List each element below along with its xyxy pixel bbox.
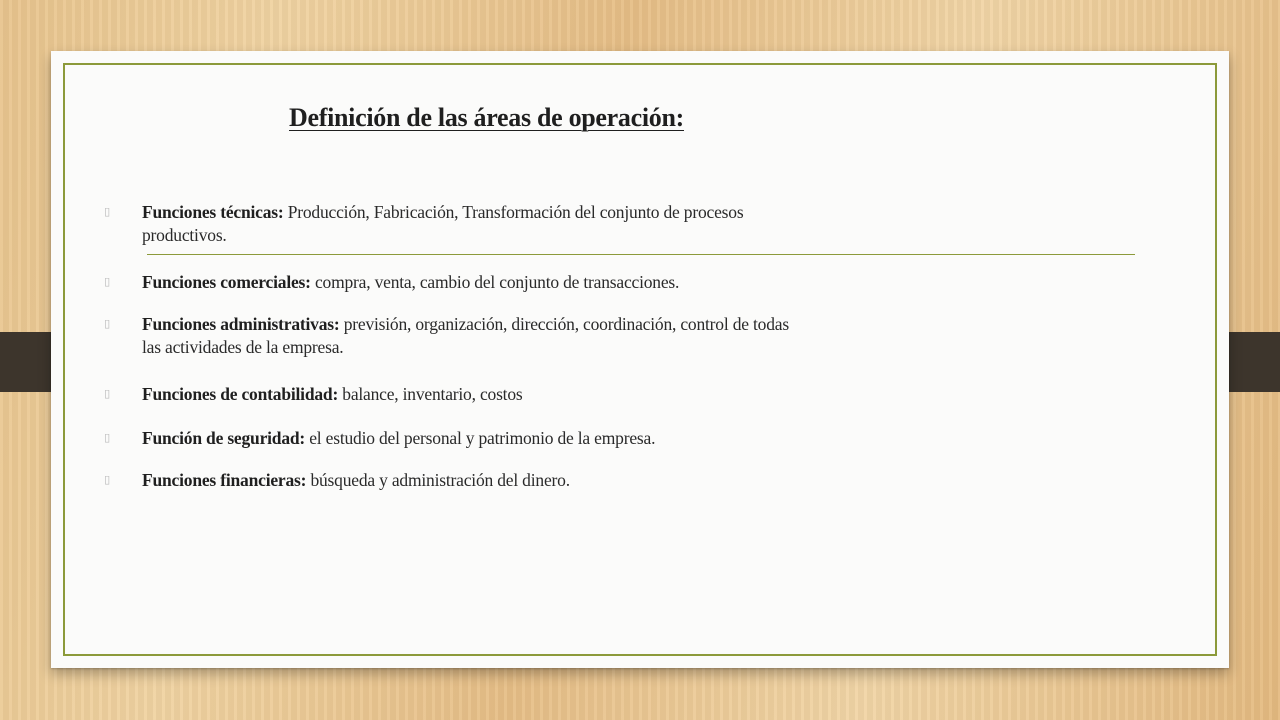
item-term: Funciones de contabilidad: (142, 384, 339, 404)
item-term: Funciones financieras: (142, 470, 307, 490)
item-description: búsqueda y administración del dinero. (306, 470, 570, 490)
bullet-icon: ▯ (104, 205, 110, 218)
list-item-funciones-administrativas (101, 313, 789, 359)
list-item-funcion-seguridad (101, 427, 655, 450)
item-description: Producción, Fabricación, Transformación del conjunto de procesos (283, 202, 744, 222)
list-item-funciones-contabilidad (101, 383, 523, 406)
item-term: Funciones administrativas: (142, 314, 340, 334)
list-item-funciones-financieras (101, 469, 570, 492)
bullet-icon: ▯ (104, 473, 110, 486)
item-continuation: las actividades de la empresa. (142, 337, 344, 357)
item-description: compra, venta, cambio del conjunto de transacciones. (310, 272, 680, 292)
item-description: previsión, organización, dirección, coordinación, control de todas (339, 314, 789, 334)
item-continuation: productivos. (142, 225, 227, 245)
bullet-icon: ▯ (104, 275, 110, 288)
slide-title: Definición de las áreas de operación: (289, 103, 684, 132)
item-description: el estudio del personal y patrimonio de la empresa. (305, 428, 656, 448)
item-description: balance, inventario, costos (338, 384, 523, 404)
list-item-funciones-tecnicas (101, 201, 743, 247)
slide-paper (51, 51, 1229, 668)
bullet-icon: ▯ (104, 387, 110, 400)
divider-line (147, 254, 1135, 255)
item-term: Funciones técnicas: (142, 202, 284, 222)
item-term: Función de seguridad: (142, 428, 306, 448)
bullet-icon: ▯ (104, 431, 110, 444)
slide-frame (63, 63, 1217, 656)
item-term: Funciones comerciales: (142, 272, 311, 292)
bullet-icon: ▯ (104, 317, 110, 330)
list-item-funciones-comerciales (101, 271, 679, 294)
